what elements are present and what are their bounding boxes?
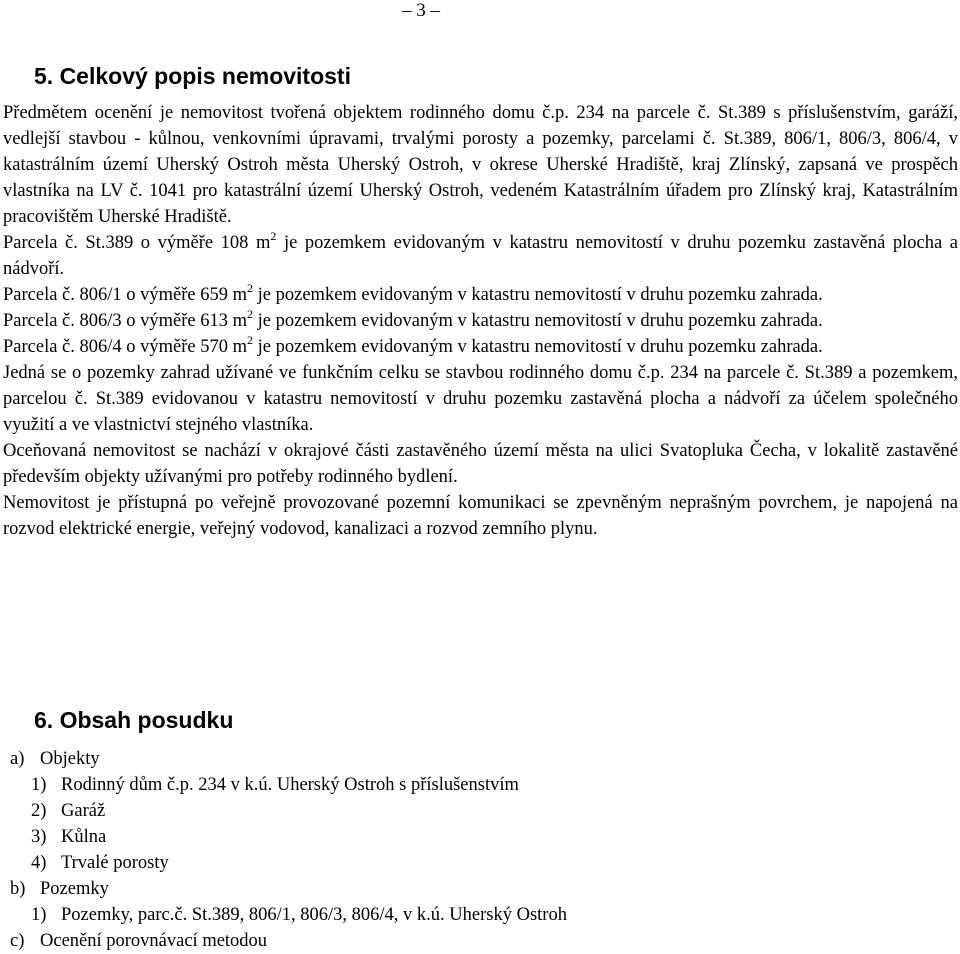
list-label: Pozemky, parc.č. St.389, 806/1, 806/3, 806/4, v k.ú. Uherský Ostroh bbox=[61, 905, 567, 925]
intro-paragraph: Předmětem ocenění je nemovitost tvořená objektem rodinného domu č.p. 234 na parcele č. St.389 s příslušenstvím, garáží, vedlejší stavbou - kůlnou, venkovními úpravami, trvalými porosty a pozemky, parcelami č. St.389, 806/1, 806/3, 806/4, v katastrálním území Uherský Ostroh města Uherský Ostroh, v okrese Uherské Hradiště, kraj Zlínský, zapsaná ve prospěch vlastníka na LV č. 1041 pro katastrální území Uherský Ostroh, vedeném Katastrálním úřadem pro Zlínský kraj, Katastrálním pracovištěm Uherské Hradiště. bbox=[3, 103, 958, 227]
parcel-paragraph bbox=[3, 308, 958, 334]
list-label: Objekty bbox=[40, 749, 100, 769]
usage-paragraph: Jedná se o pozemky zahrad užívané ve funkčním celku se stavbou rodinného domu č.p. 234 na parcele č. St.389 a pozemkem, parcelou č. St.389 evidovanou v katastru nemovitostí v druhu pozemku zastavěná plocha a nádvoří za účelem společného využití a ve vlastnictví stejného vlastníka. bbox=[3, 363, 958, 435]
parcel-paragraph bbox=[3, 282, 958, 308]
parcel-text: je pozemkem evidovaným v katastru nemovitostí v druhu pozemku zahrada. bbox=[253, 337, 823, 357]
list-item bbox=[0, 850, 567, 876]
list-label: Trvalé porosty bbox=[61, 853, 169, 873]
list-marker: 4) bbox=[31, 853, 47, 873]
contents-list bbox=[0, 746, 567, 954]
superscript: 2 bbox=[247, 307, 254, 321]
parcel-text: je pozemkem evidovaným v katastru nemovitostí v druhu pozemku zahrada. bbox=[253, 285, 823, 305]
superscript: 2 bbox=[247, 333, 254, 347]
parcel-text: je pozemkem evidovaným v katastru nemovitostí v druhu pozemku zahrada. bbox=[253, 311, 823, 331]
parcel-text: Parcela č. 806/1 o výměře 659 m bbox=[3, 285, 248, 305]
superscript: 2 bbox=[270, 229, 277, 243]
parcel-paragraph bbox=[3, 230, 958, 282]
parcel-text: Parcela č. St.389 o výměře 108 m bbox=[3, 233, 271, 253]
list-marker: 1) bbox=[31, 905, 47, 925]
location-paragraph: Oceňovaná nemovitost se nachází v okrajové části zastavěného území města na ulici Svatopluka Čecha, v lokalitě zastavěné především objekty užívanými pro potřeby rodinného bydlení. bbox=[3, 441, 958, 487]
list-label: Kůlna bbox=[61, 827, 107, 847]
list-marker: a) bbox=[10, 749, 25, 769]
list-item bbox=[0, 772, 567, 798]
parcel-paragraph bbox=[3, 334, 958, 360]
list-marker: c) bbox=[10, 931, 25, 951]
access-paragraph: Nemovitost je přístupná po veřejně provozované pozemní komunikaci se zpevněným neprašným povrchem, je napojená na rozvod elektrické energie, veřejný vodovod, kanalizaci a rozvod zemního plynu. bbox=[3, 493, 958, 539]
list-item bbox=[0, 902, 567, 928]
list-marker: b) bbox=[10, 879, 26, 899]
parcel-text: je pozemkem evidovaným v katastru nemovitostí v druhu pozemku zastavěná plocha a nádvoří. bbox=[3, 233, 959, 279]
list-label: Ocenění porovnávací metodou bbox=[40, 931, 268, 951]
list-item bbox=[0, 824, 567, 850]
list-label: Pozemky bbox=[40, 879, 109, 899]
parcel-text: Parcela č. 806/3 o výměře 613 m bbox=[3, 311, 248, 331]
list-marker: 1) bbox=[31, 775, 47, 795]
list-item bbox=[0, 928, 567, 954]
list-label: Rodinný dům č.p. 234 v k.ú. Uherský Ostroh s příslušenstvím bbox=[61, 775, 519, 795]
section-5-body bbox=[3, 100, 958, 542]
list-label: Garáž bbox=[61, 801, 106, 821]
list-item bbox=[0, 876, 567, 902]
list-marker: 3) bbox=[31, 827, 47, 847]
section-6-heading: 6. Obsah posudku bbox=[34, 707, 234, 733]
page-number: – 3 – bbox=[402, 0, 440, 21]
list-marker: 2) bbox=[31, 801, 47, 821]
section-5-heading: 5. Celkový popis nemovitosti bbox=[34, 63, 351, 89]
parcel-text: Parcela č. 806/4 o výměře 570 m bbox=[3, 337, 248, 357]
list-item bbox=[0, 798, 567, 824]
list-item bbox=[0, 746, 567, 772]
superscript: 2 bbox=[247, 281, 254, 295]
